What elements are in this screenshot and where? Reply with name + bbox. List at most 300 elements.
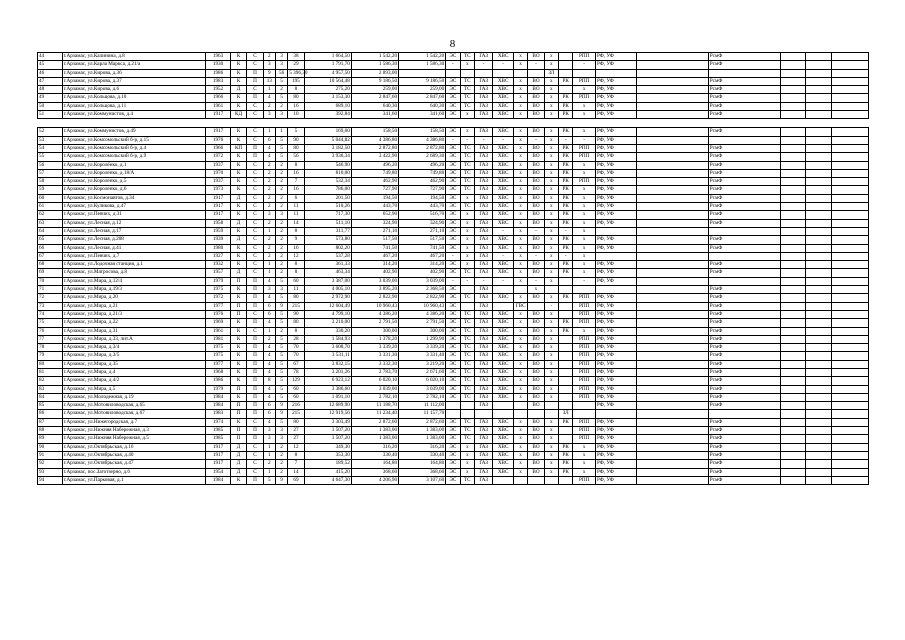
table-cell: - bbox=[493, 252, 514, 260]
table-cell: К bbox=[230, 227, 246, 235]
table-cell: ТС bbox=[460, 319, 474, 327]
table-cell: ЗЛ bbox=[559, 410, 573, 418]
table-cell: РФ, УФ bbox=[595, 476, 636, 484]
table-cell bbox=[460, 69, 474, 77]
table-cell: 1957 bbox=[206, 269, 231, 277]
table-cell: г.Арзамас, ул.Коммунистов, д.4 bbox=[62, 111, 206, 119]
table-cell: 80 bbox=[288, 319, 304, 327]
table-cell: х bbox=[544, 86, 558, 94]
table-cell: РК bbox=[559, 194, 573, 202]
table-cell: ВО bbox=[528, 352, 544, 360]
table-cell: 44 bbox=[38, 53, 63, 61]
table-cell: 5 bbox=[275, 294, 287, 302]
table-cell: х bbox=[544, 203, 558, 211]
table-cell bbox=[831, 61, 868, 69]
table-cell: 1917 bbox=[206, 211, 231, 219]
table-cell: ХВС bbox=[493, 236, 514, 244]
table-cell bbox=[544, 410, 558, 418]
table-cell: 215 bbox=[288, 302, 304, 310]
table-cell: ТС bbox=[460, 476, 474, 484]
table-cell: ХВС bbox=[493, 310, 514, 318]
table-cell: х bbox=[573, 128, 596, 136]
table-cell: ХВС bbox=[493, 385, 514, 393]
table-cell: РФ, УФ bbox=[595, 319, 636, 327]
table-cell: ГАЗ bbox=[474, 286, 492, 294]
table-cell: 4 386,20 bbox=[399, 310, 446, 318]
table-cell bbox=[636, 178, 708, 186]
table-cell: 194,50 bbox=[399, 194, 446, 202]
table-cell bbox=[559, 360, 573, 368]
table-cell: г.Арзамас, пос.Заготзерно, д.6 bbox=[62, 468, 206, 476]
table-cell bbox=[474, 69, 492, 77]
table-cell: 1975 bbox=[206, 344, 231, 352]
table-cell: 46 bbox=[38, 69, 63, 77]
table-cell: 61 bbox=[38, 203, 63, 211]
table-cell: 640,30 bbox=[351, 102, 398, 110]
table-cell: 727,90 bbox=[399, 186, 446, 194]
table-cell bbox=[806, 402, 832, 410]
table-cell: х bbox=[513, 211, 527, 219]
table-cell bbox=[559, 61, 573, 69]
table-cell: РФ, УФ bbox=[595, 402, 636, 410]
table-cell bbox=[573, 69, 596, 77]
table-cell: х bbox=[544, 244, 558, 252]
table-cell: х bbox=[544, 161, 558, 169]
table-cell: г.Арзамас, ул.Мотовиловодская, д.65 bbox=[62, 402, 206, 410]
table-cell: х bbox=[544, 94, 558, 102]
table-cell: РсмФ bbox=[708, 319, 780, 327]
table-cell: х bbox=[460, 468, 474, 476]
table-cell: г.Арзамас, ул.Мира, д.35 bbox=[62, 360, 206, 368]
table-row bbox=[38, 244, 869, 252]
table-cell: 573,80 bbox=[304, 236, 351, 244]
table-row bbox=[38, 252, 869, 260]
table-cell: П bbox=[247, 286, 263, 294]
table-cell: РсмФ bbox=[708, 61, 780, 69]
table-cell: 1983 bbox=[206, 77, 231, 85]
table-cell: 11 234,40 bbox=[351, 410, 398, 418]
page-gap-row bbox=[38, 119, 869, 128]
table-cell: 402,90 bbox=[351, 269, 398, 277]
table-cell: х bbox=[544, 136, 558, 144]
table-cell: ХВС bbox=[493, 86, 514, 94]
table-cell: ТС bbox=[460, 435, 474, 443]
table-cell: 3 bbox=[263, 286, 275, 294]
table-cell: х bbox=[513, 344, 527, 352]
table-cell: х bbox=[544, 236, 558, 244]
table-cell bbox=[780, 435, 806, 443]
table-cell: К bbox=[230, 211, 246, 219]
table-cell: 16 bbox=[288, 169, 304, 177]
table-cell: 69 bbox=[38, 269, 63, 277]
table-cell bbox=[636, 476, 708, 484]
table-cell: 2 bbox=[275, 451, 287, 459]
table-cell: 2 bbox=[263, 169, 275, 177]
table-cell: РсмФ bbox=[708, 286, 780, 294]
table-cell: ГАЗ bbox=[474, 368, 492, 376]
table-cell: РсмФ bbox=[708, 393, 780, 401]
table-cell bbox=[780, 53, 806, 61]
table-cell: х bbox=[513, 385, 527, 393]
table-cell bbox=[636, 377, 708, 385]
table-cell bbox=[780, 377, 806, 385]
table-cell: 4 386,80 bbox=[399, 136, 446, 144]
table-cell: 4 bbox=[263, 144, 275, 152]
table-cell: ТС bbox=[460, 161, 474, 169]
table-cell: х bbox=[513, 360, 527, 368]
table-cell: 3 339,20 bbox=[351, 344, 398, 352]
table-cell bbox=[636, 319, 708, 327]
table-cell: г.Арзамас, ул.Мира, д.20 bbox=[62, 294, 206, 302]
table-cell: 4 bbox=[263, 94, 275, 102]
table-cell: ГАЗ bbox=[474, 128, 492, 136]
table-cell: ТС bbox=[460, 418, 474, 426]
table-cell: х bbox=[513, 393, 527, 401]
table-cell: ХВС bbox=[493, 294, 514, 302]
table-cell bbox=[636, 153, 708, 161]
table-cell: 14 bbox=[288, 219, 304, 227]
table-cell: 8 bbox=[288, 86, 304, 94]
table-cell: х bbox=[573, 194, 596, 202]
table-row bbox=[38, 360, 869, 368]
table-cell: 93 bbox=[38, 468, 63, 476]
table-cell: х bbox=[544, 169, 558, 177]
table-cell: П bbox=[247, 360, 263, 368]
table-cell: ВО bbox=[528, 236, 544, 244]
table-cell: х bbox=[460, 244, 474, 252]
table-cell bbox=[831, 128, 868, 136]
table-cell bbox=[446, 410, 460, 418]
table-cell: РК bbox=[559, 219, 573, 227]
table-cell: 5 bbox=[275, 335, 287, 343]
table-cell: К bbox=[230, 294, 246, 302]
table-cell: РФ, УФ bbox=[595, 86, 636, 94]
table-cell bbox=[528, 69, 544, 77]
table-row bbox=[38, 178, 869, 186]
table-cell: Д bbox=[230, 236, 246, 244]
table-cell: х bbox=[544, 111, 558, 119]
table-cell: 3 386,60 bbox=[304, 385, 351, 393]
table-cell: Д bbox=[230, 468, 246, 476]
table-cell: 1 bbox=[263, 128, 275, 136]
table-cell bbox=[780, 402, 806, 410]
table-cell bbox=[806, 61, 832, 69]
table-row bbox=[38, 261, 869, 269]
table-cell: ВО bbox=[528, 261, 544, 269]
table-cell: РК bbox=[559, 319, 573, 327]
table-cell: С bbox=[247, 219, 263, 227]
table-cell: 16 bbox=[288, 102, 304, 110]
table-cell: 3 bbox=[263, 435, 275, 443]
table-cell: П bbox=[230, 310, 246, 318]
table-cell: ТС bbox=[460, 144, 474, 152]
table-cell bbox=[559, 377, 573, 385]
table-cell: ВО bbox=[528, 194, 544, 202]
table-cell: 2 bbox=[263, 219, 275, 227]
table-cell: х bbox=[544, 427, 558, 435]
table-cell: РК bbox=[559, 128, 573, 136]
table-cell: РПП bbox=[573, 368, 596, 376]
table-cell: 11 157,70 bbox=[399, 410, 446, 418]
table-cell bbox=[780, 161, 806, 169]
table-cell: ЭС bbox=[446, 227, 460, 235]
table-cell bbox=[831, 211, 868, 219]
table-cell: 2 bbox=[275, 219, 287, 227]
table-cell bbox=[528, 302, 544, 310]
table-cell: 69 bbox=[288, 476, 304, 484]
table-cell: х bbox=[573, 327, 596, 335]
table-cell bbox=[806, 227, 832, 235]
table-cell: 62 bbox=[38, 211, 63, 219]
table-cell: РФ, УФ bbox=[595, 161, 636, 169]
table-cell: - bbox=[474, 277, 492, 285]
table-cell bbox=[806, 393, 832, 401]
table-cell: 86 bbox=[38, 410, 63, 418]
table-cell: х bbox=[460, 111, 474, 119]
table-cell: г.Арзамас, ул.Кирова, д.36 bbox=[62, 69, 206, 77]
table-cell bbox=[636, 468, 708, 476]
table-cell bbox=[806, 377, 832, 385]
table-cell: РПП bbox=[573, 476, 596, 484]
table-cell: х bbox=[573, 252, 596, 260]
table-cell bbox=[559, 286, 573, 294]
table-cell bbox=[636, 102, 708, 110]
table-cell: РФ, УФ bbox=[595, 460, 636, 468]
table-cell: ЭС bbox=[446, 451, 460, 459]
table-cell: 9 bbox=[275, 302, 287, 310]
table-cell bbox=[780, 460, 806, 468]
table-cell: 60 bbox=[288, 393, 304, 401]
table-cell: 9 bbox=[263, 69, 275, 77]
table-cell: х bbox=[544, 194, 558, 202]
table-cell: РсмФ bbox=[708, 418, 780, 426]
table-cell bbox=[780, 418, 806, 426]
table-cell: П bbox=[247, 410, 263, 418]
table-cell bbox=[636, 344, 708, 352]
table-cell: 6 020,10 bbox=[399, 377, 446, 385]
table-row bbox=[38, 269, 869, 277]
table-cell: 2 bbox=[275, 169, 287, 177]
table-cell bbox=[831, 435, 868, 443]
table-cell: РФ, УФ bbox=[595, 310, 636, 318]
table-cell bbox=[493, 302, 514, 310]
table-cell: 1981 bbox=[206, 335, 231, 343]
table-cell: 9 bbox=[275, 476, 287, 484]
table-cell: х bbox=[513, 261, 527, 269]
table-cell: х bbox=[513, 418, 527, 426]
table-cell: 1917 bbox=[206, 203, 231, 211]
table-cell: 1986 bbox=[206, 69, 231, 77]
table-cell: 3 bbox=[275, 435, 287, 443]
table-cell bbox=[806, 427, 832, 435]
table-cell: РК bbox=[559, 244, 573, 252]
table-cell: ЭС bbox=[446, 393, 460, 401]
table-cell: х bbox=[544, 460, 558, 468]
table-cell: РФ, УФ bbox=[595, 377, 636, 385]
table-cell: 1 586,30 bbox=[351, 61, 398, 69]
table-cell: ХВС bbox=[493, 77, 514, 85]
table-cell: г.Арзамас, ул.Октябрьская, д.47 bbox=[62, 460, 206, 468]
table-cell: ГАЗ bbox=[474, 169, 492, 177]
table-cell: х bbox=[460, 236, 474, 244]
table-cell: Д bbox=[230, 443, 246, 451]
table-cell: 3 332,30 bbox=[351, 360, 398, 368]
table-cell: РК bbox=[559, 451, 573, 459]
table-cell: РсмФ bbox=[708, 402, 780, 410]
table-cell: 5 bbox=[275, 94, 287, 102]
table-cell bbox=[636, 327, 708, 335]
table-cell: К bbox=[230, 61, 246, 69]
table-cell: РК bbox=[559, 169, 573, 177]
table-cell: х bbox=[573, 211, 596, 219]
table-cell bbox=[831, 77, 868, 85]
table-cell bbox=[636, 203, 708, 211]
table-cell: 1 bbox=[263, 86, 275, 94]
table-cell: 1939 bbox=[206, 236, 231, 244]
table-cell: 1 791,70 bbox=[304, 61, 351, 69]
table-cell: 6 bbox=[263, 402, 275, 410]
table-cell: г.Арзамас, ул.Мира, д.5 bbox=[62, 385, 206, 393]
table-cell: 3 201,26 bbox=[304, 368, 351, 376]
table-cell: РсмФ bbox=[708, 128, 780, 136]
table-cell: РФ, УФ bbox=[595, 418, 636, 426]
table-cell: П bbox=[247, 69, 263, 77]
table-cell: ГАЗ bbox=[474, 144, 492, 152]
table-cell: ХВС bbox=[493, 368, 514, 376]
table-cell: ТС bbox=[460, 352, 474, 360]
table-cell bbox=[831, 451, 868, 459]
table-cell bbox=[780, 352, 806, 360]
table-cell bbox=[780, 310, 806, 318]
table-cell: 5 044,82 bbox=[304, 136, 351, 144]
table-cell: ЭС bbox=[446, 261, 460, 269]
table-cell: РФ, УФ bbox=[595, 61, 636, 69]
table-cell: ХВС bbox=[493, 460, 514, 468]
table-cell: 1973 bbox=[206, 186, 231, 194]
table-cell: 11 bbox=[288, 286, 304, 294]
table-row bbox=[38, 69, 869, 77]
table-cell: П bbox=[247, 277, 263, 285]
table-cell: РК bbox=[559, 211, 573, 219]
table-cell: х bbox=[544, 227, 558, 235]
table-cell bbox=[460, 402, 474, 410]
table-cell: 55 bbox=[38, 153, 63, 161]
table-row bbox=[38, 435, 869, 443]
table-cell: 361,33 bbox=[304, 261, 351, 269]
table-cell: г.Арзамас, ул.Космонавтов, д.34 bbox=[62, 194, 206, 202]
table-cell: К bbox=[230, 186, 246, 194]
table-cell: ЭС bbox=[446, 368, 460, 376]
table-cell bbox=[806, 468, 832, 476]
table-cell: П bbox=[247, 94, 263, 102]
table-cell: РФ, УФ bbox=[595, 261, 636, 269]
table-cell: К bbox=[230, 344, 246, 352]
table-cell: 2 bbox=[263, 53, 275, 61]
table-cell bbox=[636, 269, 708, 277]
table-cell: х bbox=[573, 203, 596, 211]
table-cell: 1969 bbox=[206, 319, 231, 327]
table-cell: Д bbox=[230, 86, 246, 94]
table-cell bbox=[559, 435, 573, 443]
table-cell: РсмФ bbox=[708, 194, 780, 202]
table-cell: х bbox=[513, 53, 527, 61]
table-cell: 164,80 bbox=[399, 460, 446, 468]
table-row bbox=[38, 236, 869, 244]
table-cell: 89 bbox=[38, 435, 63, 443]
table-cell bbox=[528, 476, 544, 484]
table-cell: РПП bbox=[573, 352, 596, 360]
table-cell: х bbox=[573, 236, 596, 244]
table-cell: 1959 bbox=[206, 227, 231, 235]
table-cell: х bbox=[513, 435, 527, 443]
table-cell: ЭС bbox=[446, 203, 460, 211]
table-cell: х bbox=[460, 252, 474, 260]
table-cell: х bbox=[544, 335, 558, 343]
table-row bbox=[38, 61, 869, 69]
table-cell bbox=[780, 203, 806, 211]
table-row bbox=[38, 443, 869, 451]
table-cell: РФ, УФ bbox=[595, 368, 636, 376]
table-cell bbox=[636, 236, 708, 244]
table-cell bbox=[780, 144, 806, 152]
table-cell bbox=[493, 410, 514, 418]
table-cell: 3 bbox=[263, 427, 275, 435]
table-cell: ЭС bbox=[446, 194, 460, 202]
table-cell: 87 bbox=[38, 418, 63, 426]
table-cell: П bbox=[247, 153, 263, 161]
table-cell: С bbox=[247, 86, 263, 94]
table-cell: х bbox=[544, 277, 558, 285]
table-cell: ХВС bbox=[493, 269, 514, 277]
table-cell: 2 bbox=[275, 203, 287, 211]
table-cell: - bbox=[528, 277, 544, 285]
table-cell: 4 bbox=[263, 277, 275, 285]
table-cell: С bbox=[247, 310, 263, 318]
table-cell bbox=[559, 302, 573, 310]
table-cell: К bbox=[230, 476, 246, 484]
table-cell bbox=[559, 385, 573, 393]
table-cell bbox=[831, 86, 868, 94]
table-cell: х bbox=[544, 61, 558, 69]
table-cell bbox=[636, 435, 708, 443]
table-cell: 52 bbox=[38, 128, 63, 136]
table-cell: 3 387,00 bbox=[304, 277, 351, 285]
table-cell bbox=[780, 468, 806, 476]
table-cell: г.Арзамас, ул.Мира, д.21/3 bbox=[62, 310, 206, 318]
table-cell: РПП bbox=[573, 435, 596, 443]
table-cell: ВО bbox=[528, 244, 544, 252]
table-cell: 2 bbox=[275, 269, 287, 277]
table-cell: 54 bbox=[38, 144, 63, 152]
table-row bbox=[38, 319, 869, 327]
table-cell: 3 bbox=[275, 211, 287, 219]
table-cell: ЭС bbox=[446, 443, 460, 451]
table-cell: ГАЗ bbox=[474, 460, 492, 468]
table-row bbox=[38, 194, 869, 202]
table-cell: ХВС bbox=[493, 144, 514, 152]
table-cell: 2 bbox=[275, 261, 287, 269]
table-cell: РсмФ bbox=[708, 310, 780, 318]
table-cell bbox=[559, 86, 573, 94]
table-cell bbox=[806, 169, 832, 177]
table-cell: х bbox=[513, 294, 527, 302]
table-cell bbox=[831, 294, 868, 302]
table-cell: г.Арзамас, ул.Мира, д.19/3 bbox=[62, 286, 206, 294]
table-cell: 467,20 bbox=[399, 252, 446, 260]
table-cell: ХВС bbox=[493, 194, 514, 202]
table-cell bbox=[636, 294, 708, 302]
table-cell: х bbox=[544, 368, 558, 376]
